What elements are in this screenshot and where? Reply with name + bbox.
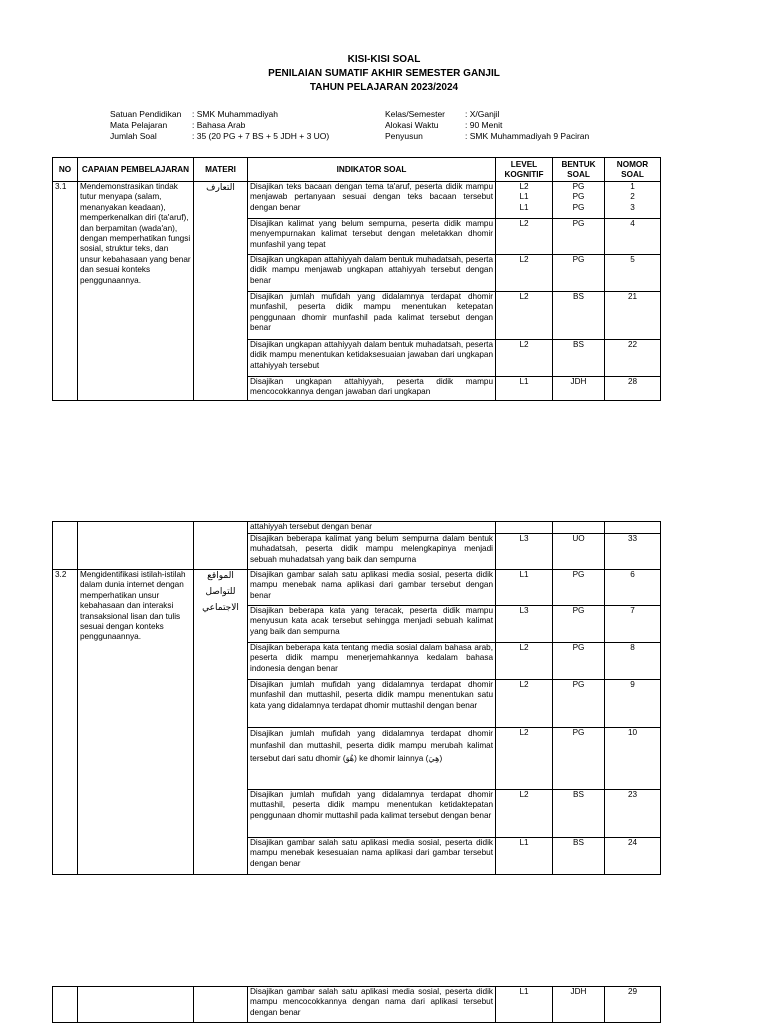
cell-indikator: Disajikan jumlah mufidah yang didalamnya terdapat dhomir munfashil, peserta didik mampu menentukan ketepatan penggunaan dhomir munfashil pada kalimat tersebut dengan benar [248,292,496,340]
cell-nomor: 9 [605,680,661,728]
col-level: LEVEL KOGNITIF [496,158,553,182]
cell-bentuk: PG [553,643,605,680]
cell-nomor: 4 [605,219,661,255]
kisi-table-part3 [52,986,661,1023]
meta-label: Satuan Pendidikan [110,109,182,119]
cell-level: L3 [496,534,553,570]
table-row [53,522,661,534]
cell-level-empty [496,522,553,534]
cell-indikator: Disajikan gambar salah satu aplikasi media sosial, peserta didik mampu mencocokkannya dengan nama dari aplikasi tersebut dengan benar [248,987,496,1023]
cell-level: L2 [496,680,553,728]
col-no: NO [53,158,78,182]
meta-label: Mata Pelajaran [110,120,168,130]
level-value: L1 [519,202,529,212]
nomor-value: 3 [630,202,635,212]
meta-right [385,109,589,142]
bentuk-value: PG [572,192,585,202]
cell-level: L2 [496,728,553,790]
doc-year: TAHUN PELAJARAN 2023/2024 [309,82,459,93]
cell-bentuk: JDH [553,377,605,401]
cell-level: L1 [496,570,553,606]
level-value: L2 [519,182,529,191]
col-nomor: NOMOR SOAL [605,158,661,182]
cell-cp: Mengidentifikasi istilah-istilah dalam dunia internet dengan memperhatikan unsur kebahasaan dan interaksi transaksional lisan dan tulis sesuai dengan konteks penggunaannya. [78,570,194,875]
cell-level: L2 [496,340,553,377]
col-cp: CAPAIAN PEMBELAJARAN [78,158,194,182]
cell-bentuk: JDH [553,987,605,1023]
cell-indikator: Disajikan beberapa kata yang teracak, peserta didik mampu menyusun kata acak tersebut sehingga menjadi sebuah kalimat yang baik dan sempurna [248,606,496,643]
cell-level: L2 [496,219,553,255]
cell-level: L2 [496,255,553,292]
cell-nomor: 8 [605,643,661,680]
cell-nomor: 28 [605,377,661,401]
col-bentuk: BENTUK SOAL [553,158,605,182]
table-header-row [53,158,661,182]
cell-level: L2 [496,643,553,680]
meta-label: Kelas/Semester [385,109,445,119]
meta-label: Jumlah Soal [110,131,157,141]
cell-bentuk: PG [553,680,605,728]
cell-cp-empty [78,522,194,570]
cell-indikator: Disajikan kalimat yang belum sempurna, peserta didik mampu menyempurnakan kalimat tersebut dengan meletakkan dhomir munfashil yang tepat [248,219,496,255]
cell-no-empty [53,987,78,1023]
cell-indikator: Disajikan jumlah mufidah yang didalamnya terdapat dhomir muttashil, peserta didik mampu menentukan ketidaktepatan penggunaan dhomir muttashil pada kalimat tersebut dengan benar [248,790,496,838]
meta-value: : SMK Muhammadiyah 9 Paciran [465,131,590,141]
meta-value: : X/Ganjil [465,109,500,119]
cell-level: L3 [496,606,553,643]
table-row [53,987,661,1023]
doc-title: KISI-KISI SOAL [347,54,421,65]
cell-nomor: 5 [605,255,661,292]
cell-nomor: 29 [605,987,661,1023]
cell-indikator: Disajikan jumlah mufidah yang didalamnya terdapat dhomir munfashil dan muttashil, peserta didik mampu merubah kalimat tersebut dari satu dhomir (هُوَ) ke dhomir lainnya (هِيَ) [248,728,496,790]
cell-bentuk: BS [553,838,605,875]
cell-level [496,182,553,219]
bentuk-value: PG [572,202,585,212]
cell-bentuk: PG [553,606,605,643]
cell-nomor: 10 [605,728,661,790]
col-indikator: INDIKATOR SOAL [248,158,496,182]
cell-bentuk: BS [553,292,605,340]
cell-level: L1 [496,987,553,1023]
cell-nomor: 24 [605,838,661,875]
nomor-value: 2 [630,192,635,202]
cell-indikator: Disajikan ungkapan attahiyyah dalam bentuk muhadatsah, peserta didik mampu menjawab ungkapan attahiyyah tersebut dengan benar [248,255,496,292]
materi-arabic: للتواصل [205,587,236,597]
cell-nomor: 6 [605,570,661,606]
cell-cp-empty [78,987,194,1023]
meta-value: : SMK Muhammadiyah [192,109,278,119]
bentuk-value: PG [572,182,585,191]
cell-indikator: Disajikan beberapa kalimat yang belum sempurna dalam bentuk muhadatsah, peserta didik mampu melengkapinya menjadi sebuah muhadatsah yang baik dan sempurna [248,534,496,570]
cell-indikator: Disajikan gambar salah satu aplikasi media sosial, peserta didik mampu menebak kesesuaian nama aplikasi dari gambar tersebut dengan benar [248,838,496,875]
cell-materi [194,182,248,401]
doc-subtitle: PENILAIAN SUMATIF AKHIR SEMESTER GANJIL [268,68,500,79]
cell-indikator: Disajikan ungkapan attahiyyah, peserta didik mampu mencocokkannya dengan jawaban dari ungkapan [248,377,496,401]
cell-level: L1 [496,838,553,875]
kisi-table-part1 [52,157,661,401]
cell-materi-empty [194,987,248,1023]
cell-bentuk: PG [553,570,605,606]
meta-value: : 90 Menit [465,120,503,130]
kisi-table-part2 [52,521,661,875]
table-row [53,182,661,219]
cell-nomor-empty [605,522,661,534]
cell-nomor: 23 [605,790,661,838]
cell-nomor: 22 [605,340,661,377]
level-value: L1 [519,192,529,202]
cell-indikator: Disajikan beberapa kata tentang media sosial dalam bahasa arab, peserta didik mampu menerjemahkannya kedalam bahasa indonesia dengan benar [248,643,496,680]
cell-bentuk: UO [553,534,605,570]
cell-materi [194,570,248,875]
cell-no: 3.1 [53,182,78,401]
cell-level: L2 [496,292,553,340]
cell-cp: Mendemonstrasikan tindak tutur menyapa (salam, menanyakan keadaan), memperkenalkan diri (ta'aruf), dan berpamitan (wada'an), dengan memperhatikan fungsi sosial, struktur teks, dan unsur kebahasaan yang benar dan sesuai konteks penggunaannya. [78,182,194,401]
cell-bentuk-empty [553,522,605,534]
col-materi: MATERI [194,158,248,182]
cell-nomor: 21 [605,292,661,340]
cell-nomor: 33 [605,534,661,570]
cell-level: L1 [496,377,553,401]
cell-materi-empty [194,522,248,570]
cell-indikator: attahiyyah tersebut dengan benar [248,522,496,534]
materi-arabic: التعارف [206,183,235,193]
cell-indikator: Disajikan ungkapan attahiyyah dalam bentuk muhadatsah, peserta didik mampu menentukan ketidaksesuaian jawaban dari ungkapan attahiyyah tersebut [248,340,496,377]
cell-bentuk: BS [553,790,605,838]
cell-bentuk: PG [553,255,605,292]
meta-value: : Bahasa Arab [192,120,246,130]
materi-arabic: الاجتماعي [202,603,239,613]
cell-nomor: 7 [605,606,661,643]
materi-arabic: المواقع [207,571,234,581]
meta-label: Penyusun [385,131,423,141]
meta-value: : 35 (20 PG + 7 BS + 5 JDH + 3 UO) [192,131,330,141]
cell-no: 3.2 [53,570,78,875]
cell-bentuk: PG [553,728,605,790]
nomor-value: 1 [630,182,635,191]
cell-no-empty [53,522,78,570]
table-row [53,570,661,606]
cell-bentuk: BS [553,340,605,377]
meta-label: Alokasi Waktu [385,120,439,130]
cell-nomor [605,182,661,219]
meta-left [110,109,329,142]
cell-bentuk: PG [553,219,605,255]
cell-bentuk [553,182,605,219]
cell-level: L2 [496,790,553,838]
cell-indikator: Disajikan jumlah mufidah yang didalamnya terdapat dhomir munfashil dan muttashil, peserta didik mampu menentukan satu kata yang didalamnya terdapat dhomir muttashil dengan benar [248,680,496,728]
cell-indikator: Disajikan gambar salah satu aplikasi media sosial, peserta didik mampu menebak nama aplikasi dari gambar tersebut dengan benar [248,570,496,606]
cell-indikator: Disajikan teks bacaan dengan tema ta'aruf, peserta didik mampu menjawab pertanyaan sesuai dengan teks bacaan tersebut dengan benar [248,182,496,219]
